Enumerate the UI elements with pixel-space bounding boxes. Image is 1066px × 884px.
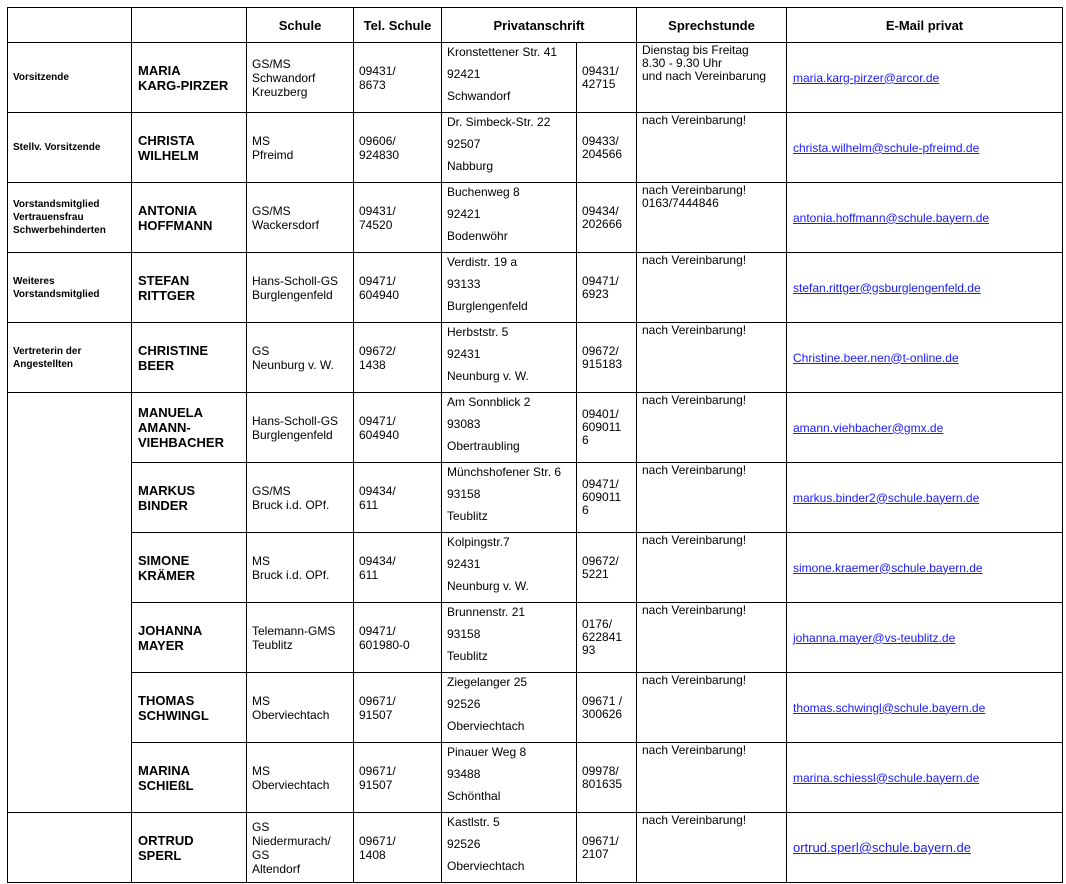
- email-cell: [787, 533, 1063, 603]
- tel-line: 09434/: [359, 483, 396, 498]
- tel-line: 09431/: [359, 63, 396, 78]
- private-phone-cell: [577, 183, 637, 253]
- school-line: GS: [252, 819, 270, 834]
- office-hours-cell: [637, 463, 787, 533]
- addr-line: Obertraubling: [447, 439, 520, 453]
- tel-line: 611: [359, 497, 379, 512]
- table-body: [8, 43, 1063, 883]
- school-line: Hans-Scholl-GS: [252, 413, 339, 428]
- school-phone-cell: [354, 463, 442, 533]
- tel-line: 09471/: [359, 623, 396, 638]
- sprech-line: nach Vereinbarung!: [642, 673, 747, 687]
- member-name: [132, 813, 247, 883]
- private-phone-cell: [577, 813, 637, 883]
- email-cell: [787, 603, 1063, 673]
- table-row: [8, 603, 1063, 673]
- school-line: Wackersdorf: [252, 217, 319, 232]
- table-row: [8, 113, 1063, 183]
- ptel-line: 801635: [582, 776, 623, 791]
- tel-line: 91507: [359, 777, 393, 792]
- addr-line: Kastlstr. 5: [447, 815, 500, 829]
- header-privatanschrift: Privatanschrift: [442, 8, 637, 43]
- office-hours-cell: [637, 323, 787, 393]
- name-line: MARIA: [138, 62, 181, 78]
- role-cell: [8, 393, 132, 463]
- header-schule: Schule: [247, 8, 354, 43]
- name-line: WILHELM: [138, 147, 199, 163]
- table-row: [8, 673, 1063, 743]
- ptel-line: 09401/: [582, 407, 619, 421]
- name-line: SPERL: [138, 847, 182, 863]
- member-name: [132, 393, 247, 463]
- email-cell: [787, 813, 1063, 883]
- private-phone-cell: [577, 323, 637, 393]
- table-row: [8, 183, 1063, 253]
- email-cell: [787, 743, 1063, 813]
- tel-line: 1438: [359, 357, 386, 372]
- school-cell: [247, 253, 354, 323]
- addr-line: 93488: [447, 767, 481, 781]
- school-phone-cell: [354, 673, 442, 743]
- school-line: MS: [252, 553, 270, 568]
- tel-line: 601980-0: [359, 637, 410, 652]
- role-cell: [8, 113, 132, 183]
- school-phone-cell: [354, 813, 442, 883]
- name-line: HOFFMANN: [138, 217, 213, 233]
- ptel-line: 09672/: [582, 343, 619, 358]
- school-line: Kreuzberg: [252, 84, 308, 99]
- school-cell: [247, 463, 354, 533]
- addr-line: 92431: [447, 347, 481, 361]
- addr-line: 93133: [447, 277, 481, 291]
- school-cell: [247, 813, 354, 883]
- addr-line: Buchenweg 8: [447, 185, 520, 199]
- school-phone-cell: [354, 743, 442, 813]
- member-name: [132, 603, 247, 673]
- role-cell: [8, 323, 132, 393]
- role-cell: [8, 743, 132, 813]
- school-line: GS: [252, 847, 270, 862]
- ptel-line: 0176/: [582, 617, 613, 631]
- ptel-line: 6923: [582, 286, 609, 301]
- addr-line: 92526: [447, 697, 481, 711]
- address-cell: [442, 393, 577, 463]
- name-line: BEER: [138, 357, 175, 373]
- addr-line: Oberviechtach: [447, 719, 525, 733]
- tel-line: 09606/: [359, 133, 396, 148]
- addr-line: 92526: [447, 837, 481, 851]
- member-name: [132, 323, 247, 393]
- school-cell: [247, 323, 354, 393]
- ptel-line: 204566: [582, 146, 623, 161]
- addr-line: Kolpingstr.7: [447, 535, 510, 549]
- email-link[interactable]: christa.wilhelm@schule-pfreimd.de: [793, 140, 980, 155]
- office-hours-cell: [637, 673, 787, 743]
- school-line: Telemann-GMS: [252, 623, 336, 638]
- sprech-line: nach Vereinbarung!: [642, 463, 747, 477]
- school-phone-cell: [354, 113, 442, 183]
- ptel-line: 09978/: [582, 763, 619, 778]
- addr-line: Teublitz: [447, 649, 488, 663]
- addr-line: Am Sonnblick 2: [447, 395, 531, 409]
- tel-line: 924830: [359, 147, 400, 162]
- school-line: Neunburg v. W.: [252, 357, 334, 372]
- tel-line: 09672/: [359, 343, 396, 358]
- address-cell: [442, 463, 577, 533]
- addr-line: Herbststr. 5: [447, 325, 509, 339]
- table-row: [8, 463, 1063, 533]
- ptel-line: 09672/: [582, 553, 619, 568]
- addr-line: Schönthal: [447, 789, 501, 803]
- address-cell: [442, 253, 577, 323]
- sprech-line: 0163/7444846: [642, 196, 719, 210]
- school-cell: [247, 673, 354, 743]
- school-phone-cell: [354, 43, 442, 113]
- ptel-line: 300626: [582, 706, 623, 721]
- school-line: Oberviechtach: [252, 777, 330, 792]
- table-row: [8, 813, 1063, 883]
- ptel-line: 09471/: [582, 477, 619, 491]
- sprech-line: nach Vereinbarung!: [642, 253, 747, 267]
- private-phone-cell: [577, 533, 637, 603]
- office-hours-cell: [637, 113, 787, 183]
- ptel-line: 09671 /: [582, 693, 623, 708]
- name-line: ANTONIA: [138, 202, 197, 218]
- school-line: Burglengenfeld: [252, 287, 333, 302]
- school-line: Hans-Scholl-GS: [252, 273, 339, 288]
- ptel-line: 09434/: [582, 203, 619, 218]
- role-line: Schwerbehinderten: [13, 225, 106, 236]
- addr-line: Neunburg v. W.: [447, 579, 529, 593]
- sprech-line: nach Vereinbarung!: [642, 393, 747, 407]
- tel-line: 8673: [359, 77, 386, 92]
- name-line: SCHWINGL: [138, 707, 209, 723]
- ptel-line: 5221: [582, 566, 609, 581]
- addr-line: 92507: [447, 137, 481, 151]
- email-link[interactable]: markus.binder2@schule.bayern.de: [793, 490, 980, 505]
- addr-line: Ziegelanger 25: [447, 675, 528, 689]
- name-line: MANUELA: [138, 405, 203, 420]
- role-cell: [8, 533, 132, 603]
- table-row: [8, 323, 1063, 393]
- school-line: Pfreimd: [252, 147, 294, 162]
- addr-line: Bodenwöhr: [447, 229, 508, 243]
- addr-line: Nabburg: [447, 159, 494, 173]
- school-line: MS: [252, 133, 270, 148]
- private-phone-cell: [577, 253, 637, 323]
- addr-line: 93158: [447, 627, 481, 641]
- ptel-line: 622841: [582, 630, 623, 644]
- office-hours-cell: [637, 743, 787, 813]
- addr-line: Pinauer Weg 8: [447, 745, 527, 759]
- tel-line: 09671/: [359, 833, 396, 848]
- ptel-line: 609011: [582, 490, 622, 504]
- email-cell: [787, 323, 1063, 393]
- email-link[interactable]: marina.schiessl@schule.bayern.de: [793, 770, 980, 785]
- tel-line: 09431/: [359, 203, 396, 218]
- addr-line: Brunnenstr. 21: [447, 605, 526, 619]
- private-phone-cell: [577, 393, 637, 463]
- member-name: [132, 253, 247, 323]
- member-name: [132, 183, 247, 253]
- name-line: AMANN-: [138, 420, 191, 435]
- role-line: Vertrauensfrau: [13, 212, 84, 223]
- address-cell: [442, 323, 577, 393]
- table-row: [8, 253, 1063, 323]
- role-line: Vorsitzende: [13, 72, 69, 83]
- sprech-line: und nach Vereinbarung: [642, 69, 767, 83]
- private-phone-cell: [577, 743, 637, 813]
- email-link[interactable]: ortrud.sperl@schule.bayern.de: [793, 840, 971, 855]
- addr-line: Oberviechtach: [447, 859, 525, 873]
- sprech-line: nach Vereinbarung!: [642, 113, 747, 127]
- email-cell: [787, 183, 1063, 253]
- addr-line: 93158: [447, 487, 481, 501]
- name-line: KRÄMER: [138, 567, 196, 583]
- ptel-line: 915183: [582, 356, 623, 371]
- tel-line: 91507: [359, 707, 393, 722]
- member-name: [132, 743, 247, 813]
- addr-line: Schwandorf: [447, 89, 511, 103]
- header-tel-schule: Tel. Schule: [354, 8, 442, 43]
- role-line: Vorstandsmitglied: [13, 288, 100, 300]
- name-line: CHRISTA: [138, 132, 195, 148]
- role-cell: [8, 253, 132, 323]
- contact-table: [7, 7, 1063, 883]
- sprech-line: 8.30 - 9.30 Uhr: [642, 56, 723, 70]
- school-line: Bruck i.d. OPf.: [252, 497, 330, 512]
- addr-line: Teublitz: [447, 509, 488, 523]
- address-cell: [442, 43, 577, 113]
- addr-line: Neunburg v. W.: [447, 369, 529, 383]
- school-line: Altendorf: [252, 861, 301, 876]
- header-email-privat: E-Mail privat: [787, 8, 1063, 43]
- name-line: VIEHBACHER: [138, 435, 224, 450]
- sprech-line: nach Vereinbarung!: [642, 743, 747, 757]
- table-row: [8, 43, 1063, 113]
- address-cell: [442, 533, 577, 603]
- addr-line: Burglengenfeld: [447, 299, 528, 313]
- member-name: [132, 533, 247, 603]
- email-link[interactable]: thomas.schwingl@schule.bayern.de: [793, 700, 986, 715]
- private-phone-cell: [577, 43, 637, 113]
- office-hours-cell: [637, 183, 787, 253]
- ptel-line: 6: [582, 433, 589, 447]
- tel-line: 09471/: [359, 273, 396, 288]
- office-hours-cell: [637, 43, 787, 113]
- office-hours-cell: [637, 253, 787, 323]
- name-line: RITTGER: [138, 287, 196, 303]
- address-cell: [442, 603, 577, 673]
- addr-line: Verdistr. 19 a: [447, 255, 518, 269]
- school-line: MS: [252, 763, 270, 778]
- name-line: JOHANNA: [138, 622, 203, 638]
- addr-line: Kronstettener Str. 41: [447, 45, 558, 59]
- email-link[interactable]: johanna.mayer@vs-teublitz.de: [793, 630, 956, 645]
- role-cell: [8, 43, 132, 113]
- header-role: [8, 8, 132, 43]
- school-cell: [247, 743, 354, 813]
- contact-table-wrapper: [7, 7, 1063, 883]
- header-sprechstunde: Sprechstunde: [637, 8, 787, 43]
- ptel-line: 93: [582, 643, 596, 657]
- sprech-line: nach Vereinbarung!: [642, 533, 747, 547]
- school-cell: [247, 113, 354, 183]
- header-row: [8, 8, 1063, 43]
- tel-line: 611: [359, 567, 379, 582]
- office-hours-cell: [637, 393, 787, 463]
- header-name: [132, 8, 247, 43]
- ptel-line: 09433/: [582, 133, 619, 148]
- table-row: [8, 743, 1063, 813]
- school-line: Schwandorf: [252, 70, 316, 85]
- ptel-line: 2107: [582, 846, 609, 861]
- member-name: [132, 43, 247, 113]
- email-link[interactable]: amann.viehbacher@gmx.de: [793, 420, 944, 435]
- school-phone-cell: [354, 393, 442, 463]
- name-line: CHRISTINE: [138, 342, 209, 358]
- school-phone-cell: [354, 253, 442, 323]
- role-line: Angestellten: [13, 358, 74, 370]
- name-line: ORTRUD: [138, 832, 194, 848]
- role-cell: [8, 673, 132, 743]
- ptel-line: 09471/: [582, 273, 619, 288]
- name-line: SCHIEßL: [138, 777, 194, 793]
- ptel-line: 42715: [582, 76, 616, 91]
- email-cell: [787, 673, 1063, 743]
- tel-line: 09671/: [359, 763, 396, 778]
- name-line: KARG-PIRZER: [138, 77, 229, 93]
- tel-line: 09434/: [359, 553, 396, 568]
- sprech-line: nach Vereinbarung!: [642, 183, 747, 197]
- email-cell: [787, 113, 1063, 183]
- name-line: MARKUS: [138, 482, 196, 498]
- ptel-line: 09431/: [582, 63, 619, 78]
- role-line: Vertreterin der: [13, 345, 82, 357]
- ptel-line: 609011: [582, 420, 622, 434]
- school-line: Niedermurach/: [252, 833, 331, 848]
- school-line: Teublitz: [252, 637, 293, 652]
- sprech-line: nach Vereinbarung!: [642, 603, 747, 617]
- email-link[interactable]: simone.kraemer@schule.bayern.de: [793, 560, 983, 575]
- school-line: GS/MS: [252, 56, 291, 71]
- school-phone-cell: [354, 533, 442, 603]
- school-line: Oberviechtach: [252, 707, 330, 722]
- name-line: SIMONE: [138, 552, 190, 568]
- address-cell: [442, 743, 577, 813]
- member-name: [132, 463, 247, 533]
- name-line: THOMAS: [138, 692, 195, 708]
- tel-line: 604940: [359, 287, 400, 302]
- tel-line: 604940: [359, 427, 400, 442]
- school-cell: [247, 533, 354, 603]
- school-line: Bruck i.d. OPf.: [252, 567, 330, 582]
- member-name: [132, 673, 247, 743]
- addr-line: Münchshofener Str. 6: [447, 465, 562, 479]
- school-phone-cell: [354, 323, 442, 393]
- role-cell: [8, 603, 132, 673]
- office-hours-cell: [637, 533, 787, 603]
- role-line: Weiteres: [13, 275, 55, 287]
- name-line: BINDER: [138, 497, 188, 513]
- sprech-line: nach Vereinbarung!: [642, 813, 747, 827]
- private-phone-cell: [577, 463, 637, 533]
- private-phone-cell: [577, 113, 637, 183]
- addr-line: 93083: [447, 417, 481, 431]
- address-cell: [442, 673, 577, 743]
- sprech-line: Dienstag bis Freitag: [642, 43, 749, 57]
- role-line: Stellv. Vorsitzende: [13, 142, 101, 153]
- addr-line: 92421: [447, 67, 481, 81]
- sprech-line: nach Vereinbarung!: [642, 323, 747, 337]
- name-line: MARINA: [138, 762, 190, 778]
- private-phone-cell: [577, 673, 637, 743]
- private-phone-cell: [577, 603, 637, 673]
- addr-line: 92421: [447, 207, 481, 221]
- role-cell: [8, 813, 132, 883]
- member-name: [132, 113, 247, 183]
- ptel-line: 6: [582, 503, 589, 517]
- name-line: MAYER: [138, 637, 184, 653]
- school-cell: [247, 183, 354, 253]
- school-phone-cell: [354, 183, 442, 253]
- tel-line: 09471/: [359, 413, 396, 428]
- school-phone-cell: [354, 603, 442, 673]
- school-cell: [247, 603, 354, 673]
- email-link[interactable]: antonia.hoffmann@schule.bayern.de: [793, 210, 990, 225]
- tel-line: 74520: [359, 217, 393, 232]
- school-line: GS/MS: [252, 483, 291, 498]
- addr-line: 92431: [447, 557, 481, 571]
- role-line: Vorstandsmitglied: [13, 199, 100, 210]
- table-row: [8, 393, 1063, 463]
- email-cell: [787, 253, 1063, 323]
- tel-line: 09671/: [359, 693, 396, 708]
- email-link[interactable]: stefan.rittger@gsburglengenfeld.de: [793, 280, 981, 295]
- address-cell: [442, 813, 577, 883]
- school-line: GS/MS: [252, 203, 291, 218]
- school-cell: [247, 393, 354, 463]
- school-line: GS: [252, 343, 270, 358]
- table-row: [8, 533, 1063, 603]
- office-hours-cell: [637, 603, 787, 673]
- school-line: Burglengenfeld: [252, 427, 333, 442]
- address-cell: [442, 183, 577, 253]
- email-cell: [787, 43, 1063, 113]
- email-cell: [787, 463, 1063, 533]
- school-line: MS: [252, 693, 270, 708]
- school-cell: [247, 43, 354, 113]
- ptel-line: 202666: [582, 216, 623, 231]
- role-cell: [8, 183, 132, 253]
- email-link[interactable]: maria.karg-pirzer@arcor.de: [793, 70, 940, 85]
- addr-line: Dr. Simbeck-Str. 22: [447, 115, 551, 129]
- address-cell: [442, 113, 577, 183]
- ptel-line: 09671/: [582, 833, 619, 848]
- office-hours-cell: [637, 813, 787, 883]
- role-cell: [8, 463, 132, 533]
- name-line: STEFAN: [138, 272, 190, 288]
- email-cell: [787, 393, 1063, 463]
- email-link[interactable]: Christine.beer.nen@t-online.de: [793, 350, 959, 365]
- tel-line: 1408: [359, 847, 386, 862]
